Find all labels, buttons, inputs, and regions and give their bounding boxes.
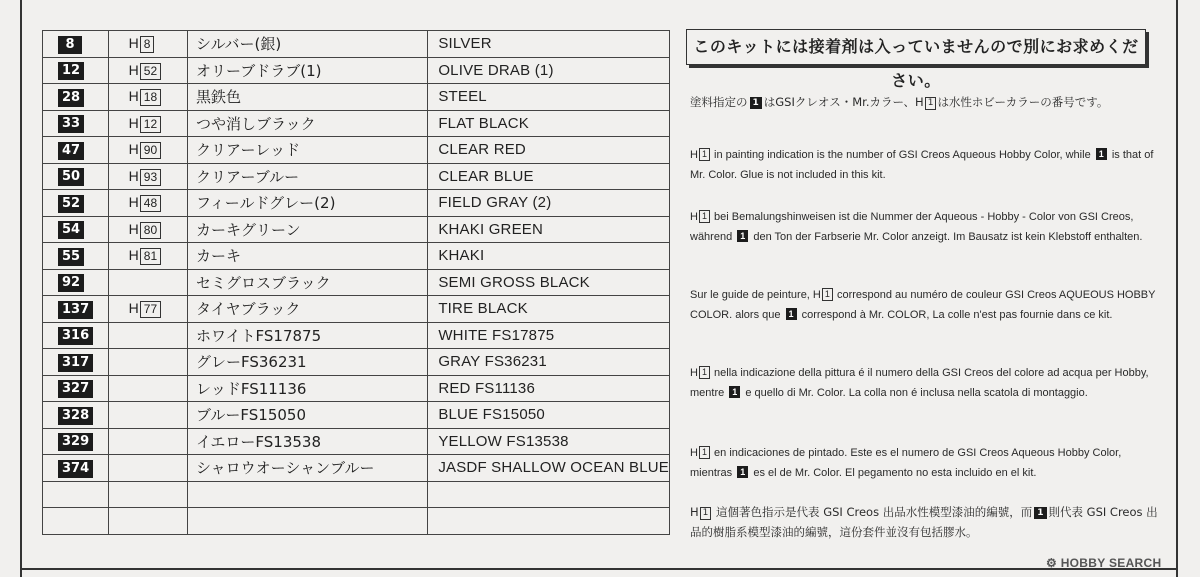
note-text: 則代表 GSI Creos 出品的樹脂系模型漆油的編號，這份套件並沒有包括膠水。 [690,505,1158,539]
note-text: H [690,149,698,161]
hobby-color-prefix: H [128,194,139,211]
table-row [43,455,670,482]
hobby-color-number-cell [108,243,187,270]
note-text: H [690,211,698,223]
note-text: in painting indication is the number of GSI Creos Aqueous Hobby Color, while [710,149,1094,161]
color-name-jp: 黒鉄色 [187,84,427,111]
table-row [43,163,670,190]
hobby-color-prefix: H [128,35,139,52]
mr-color-number-cell [43,84,109,111]
table-row [43,57,670,84]
color-name-jp: セミグロスブラック [187,269,427,296]
mr-color-number-cell [43,57,109,84]
hobby-color-number-box: 48 [140,195,161,212]
mr-color-number-cell [43,375,109,402]
hobby-color-badge: 1 [699,148,710,161]
color-name-en: FLAT BLACK [428,110,670,137]
color-name-jp: カーキグリーン [187,216,427,243]
color-name-en: CLEAR RED [428,137,670,164]
note-it [690,363,1160,403]
note-es [690,443,1160,483]
hobby-color-number-box: 8 [140,36,155,53]
note-text: 塗料指定の [690,95,748,109]
color-name-jp: ブルーFS15050 [187,402,427,429]
mr-color-number-badge: 50 [58,168,84,186]
color-name-jp [187,508,427,535]
mr-color-number-cell [43,455,109,482]
hobby-color-number-cell [108,428,187,455]
note-fr [690,285,1160,325]
hobby-color-badge: 1 [822,288,833,301]
color-name-jp: グレーFS36231 [187,349,427,376]
note-text: はGSIクレオス・Mr.カラー、H [763,95,924,109]
hobby-color-prefix: H [128,88,139,105]
color-name-jp: クリアーレッド [187,137,427,164]
mr-color-number-cell [43,163,109,190]
color-name-jp: クリアーブルー [187,163,427,190]
table-row [43,110,670,137]
hobby-color-number-box: 80 [140,222,161,239]
color-name-en: GRAY FS36231 [428,349,670,376]
color-name-jp [187,481,427,508]
mr-color-number-cell [43,269,109,296]
mr-color-number-cell [43,349,109,376]
mr-color-number-cell [43,322,109,349]
mr-color-number-cell [43,137,109,164]
mr-color-badge: 1 [729,386,740,398]
mr-color-number-badge: 54 [58,221,84,239]
table-row [43,402,670,429]
note-text: is that of Mr. Color. Glue is not included in this kit. [690,149,1154,181]
left-border-line [20,0,22,577]
bottom-border-line [20,568,1178,570]
hobby-color-number-cell [108,216,187,243]
table-row [43,243,670,270]
hobby-color-number-cell [108,163,187,190]
mr-color-number-badge: 47 [58,142,84,160]
note-zh [690,502,1160,542]
mr-color-number-cell [43,296,109,323]
hobby-color-number-cell [108,322,187,349]
hobby-color-number-cell [108,31,187,58]
watermark-text: HOBBY SEARCH [1060,556,1162,570]
note-en [690,145,1160,185]
mr-color-number-badge: 329 [58,433,93,451]
hobby-color-number-cell [108,190,187,217]
paint-table [42,30,670,535]
mr-color-number-badge: 12 [58,62,84,80]
note-text: H [690,367,698,379]
note-text: bei Bemalungshinweisen ist die Nummer der Aqueous - Hobby - Color von GSI Creos, während [690,211,1134,243]
color-name-en: SILVER [428,31,670,58]
hobby-color-prefix: H [128,220,139,237]
color-name-en: OLIVE DRAB (1) [428,57,670,84]
table-row [43,322,670,349]
color-name-en: SEMI GROSS BLACK [428,269,670,296]
color-name-jp: イエローFS13538 [187,428,427,455]
mr-color-number-badge: 52 [58,195,84,213]
mr-color-number-badge: 137 [58,301,93,319]
note-text: Sur le guide de peinture, H [690,289,821,301]
mr-color-number-badge: 316 [58,327,93,345]
hobby-color-number-cell [108,110,187,137]
mr-color-badge: 1 [737,466,748,478]
table-row [43,508,670,535]
mr-color-badge: 1 [737,230,748,242]
mr-color-number-cell [43,243,109,270]
hobby-color-badge: 1 [700,507,712,520]
hobby-color-badge: 1 [699,446,710,459]
mr-color-badge: 1 [750,97,762,109]
hobby-color-prefix: H [128,300,139,317]
note-text: は水性ホビーカラーの番号です。 [937,95,1109,109]
mr-color-number-cell [43,31,109,58]
mr-color-number-cell [43,428,109,455]
hobby-color-prefix: H [128,114,139,131]
color-name-en: STEEL [428,84,670,111]
right-border-line [1176,0,1178,577]
hobby-color-number-box: 81 [140,248,161,265]
hobby-color-number-box: 90 [140,142,161,159]
mr-color-number-badge: 327 [58,380,93,398]
mr-color-badge: 1 [1034,507,1046,519]
mr-color-badge: 1 [786,308,797,320]
note-text: H [690,447,698,459]
color-name-en: WHITE FS17875 [428,322,670,349]
hobby-color-number-box: 12 [140,116,161,133]
table-row [43,375,670,402]
mr-color-number-badge: 55 [58,248,84,266]
table-row [43,84,670,111]
hobby-color-number-box: 18 [140,89,161,106]
mr-color-number-badge: 374 [58,460,93,478]
note-text: en indicaciones de pintado. Este es el numero de GSI Creos Aqueous Hobby Color, mientras [690,447,1122,479]
color-name-en: BLUE FS15050 [428,402,670,429]
note-jp [690,92,1160,112]
note-text: H [690,505,699,519]
note-text: nella indicazione della pittura é il numero della GSI Creos del colore ad acqua per Hobby, mentre [690,367,1149,399]
color-name-en: JASDF SHALLOW OCEAN BLUE [428,455,670,482]
mr-color-number-badge: 328 [58,407,93,425]
mr-color-number-cell [43,508,109,535]
mr-color-number-badge: 317 [58,354,93,372]
note-text: correspond à Mr. COLOR, La colle n'est pas fournie dans ce kit. [798,309,1113,321]
note-text: 這個著色指示是代表 GSI Creos 出品水性模型漆油的編號，而 [712,505,1033,519]
watermark-logo [1046,556,1161,570]
hobby-color-prefix: H [128,167,139,184]
hobby-color-number-box: 52 [140,63,161,80]
color-name-en: KHAKI [428,243,670,270]
note-text: es el de Mr. Color. El pegamento no esta incluido en el kit. [750,467,1037,479]
table-row [43,31,670,58]
table-row [43,428,670,455]
color-name-jp: フィールドグレー(2) [187,190,427,217]
color-name-en: CLEAR BLUE [428,163,670,190]
hobby-color-number-box: 77 [140,301,161,318]
hobby-color-prefix: H [128,247,139,264]
color-name-jp: ホワイトFS17875 [187,322,427,349]
note-text: e quello di Mr. Color. La colla non é inclusa nella scatola di montaggio. [742,387,1088,399]
mr-color-badge: 1 [1096,148,1107,160]
note-text: den Ton der Farbserie Mr. Color anzeigt. Im Bausatz ist kein Klebstoff enthalten. [750,231,1143,243]
hobby-color-number-cell [108,137,187,164]
color-name-jp: タイヤブラック [187,296,427,323]
mr-color-number-cell [43,110,109,137]
hobby-color-number-cell [108,84,187,111]
hobby-color-number-cell [108,269,187,296]
table-row [43,481,670,508]
hobby-color-number-cell [108,455,187,482]
color-name-jp: つや消しブラック [187,110,427,137]
hobby-color-badge: 1 [699,210,710,223]
color-name-en [428,481,670,508]
hobby-color-number-cell [108,481,187,508]
color-name-en: FIELD GRAY (2) [428,190,670,217]
hobby-search-icon: ⚙ [1046,556,1058,570]
color-name-jp: オリーブドラブ(1) [187,57,427,84]
hobby-color-badge: 1 [699,366,710,379]
table-row [43,296,670,323]
color-name-jp: シャロウオーシャンブルー [187,455,427,482]
table-row [43,349,670,376]
note-de [690,207,1160,247]
color-name-en [428,508,670,535]
glue-notice: このキットには接着剤は入っていませんので別にお求めください。 [686,29,1146,65]
table-row [43,216,670,243]
color-name-jp: シルバー(銀) [187,31,427,58]
hobby-color-prefix: H [128,141,139,158]
hobby-color-number-cell [108,375,187,402]
hobby-color-number-cell [108,57,187,84]
hobby-color-number-box: 93 [140,169,161,186]
color-name-en: RED FS11136 [428,375,670,402]
mr-color-number-badge: 8 [58,36,82,54]
color-name-en: YELLOW FS13538 [428,428,670,455]
hobby-color-number-cell [108,402,187,429]
note-text: correspond au numéro de couleur GSI Creos AQUEOUS HOBBY COLOR. alors que [690,289,1156,321]
hobby-color-number-cell [108,296,187,323]
color-name-en: TIRE BLACK [428,296,670,323]
mr-color-number-cell [43,190,109,217]
color-name-jp: カーキ [187,243,427,270]
hobby-color-number-cell [108,508,187,535]
mr-color-number-badge: 92 [58,274,84,292]
table-row [43,137,670,164]
mr-color-number-cell [43,402,109,429]
table-row [43,269,670,296]
mr-color-number-cell [43,216,109,243]
hobby-color-number-cell [108,349,187,376]
color-name-jp: レッドFS11136 [187,375,427,402]
mr-color-number-cell [43,481,109,508]
mr-color-number-badge: 28 [58,89,84,107]
hobby-color-badge: 1 [925,97,937,110]
table-row [43,190,670,217]
mr-color-number-badge: 33 [58,115,84,133]
color-name-en: KHAKI GREEN [428,216,670,243]
hobby-color-prefix: H [128,61,139,78]
